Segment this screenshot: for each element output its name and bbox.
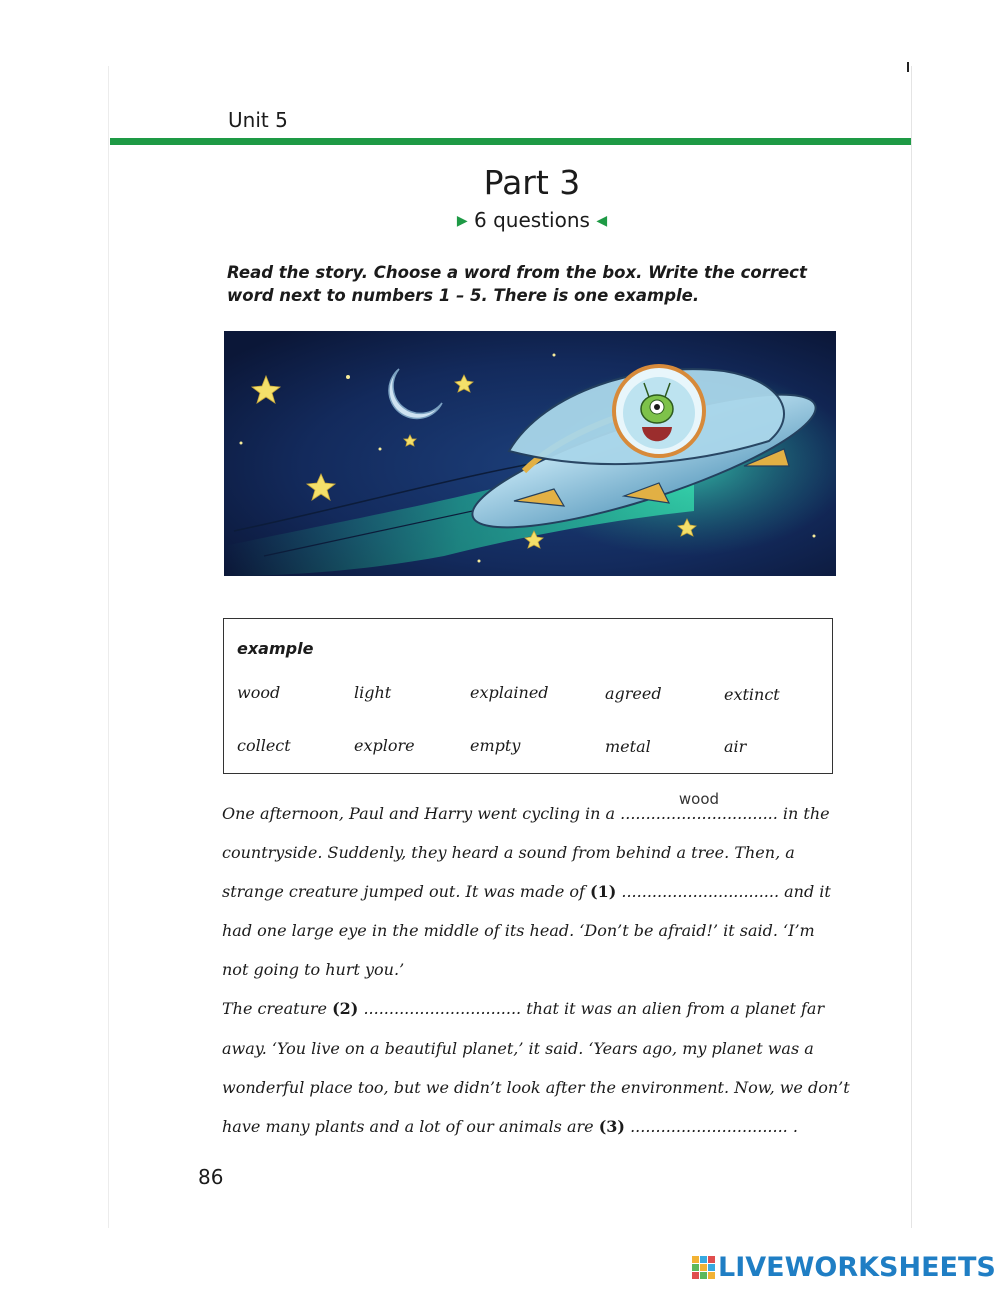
- question-number-1: (1): [590, 882, 617, 901]
- word-option: metal: [605, 737, 651, 756]
- brand-name: LIVEWORKSHEETS: [718, 1252, 996, 1283]
- word-option: explore: [354, 736, 415, 755]
- example-answer-blank: [620, 790, 778, 823]
- unit-label: Unit 5: [228, 108, 288, 132]
- question-count-text: 6 questions: [474, 208, 590, 232]
- example-label: example: [237, 639, 314, 658]
- example-answer: wood: [678, 790, 720, 808]
- crop-mark: [907, 62, 909, 72]
- page-number: 86: [198, 1165, 224, 1189]
- word-option: empty: [470, 736, 521, 755]
- word-option: collect: [237, 736, 291, 755]
- story-line: [222, 999, 842, 1018]
- answer-blank-2[interactable]: ............................... that it was an alien from a planet far: [358, 999, 825, 1018]
- word-option: wood: [237, 683, 281, 702]
- answer-blank-1[interactable]: ............................... and it: [616, 882, 831, 901]
- story-text: have many plants and a lot of our animals are: [222, 1117, 599, 1136]
- story-text: One afternoon, Paul and Harry went cycling in a: [222, 804, 621, 823]
- story-text: strange creature jumped out. It was made of: [222, 882, 591, 901]
- story-line: not going to hurt you.’: [222, 960, 405, 979]
- part-title: Part 3: [483, 163, 581, 202]
- word-option: explained: [470, 683, 549, 702]
- story-line: wonderful place too, but we didn’t look after the environment. Now, we don’t: [222, 1078, 850, 1097]
- blank-dots: ...............................: [620, 804, 778, 823]
- question-number-2: (2): [332, 999, 359, 1018]
- story-line: [222, 790, 842, 823]
- story-line: away. ‘You live on a beautiful planet,’ it said. ‘Years ago, my planet was a: [222, 1039, 814, 1058]
- answer-blank-3[interactable]: ............................... .: [625, 1117, 798, 1136]
- word-box: [223, 618, 833, 774]
- liveworksheets-logo[interactable]: [692, 1252, 996, 1283]
- question-count: [0, 208, 1000, 232]
- story-line: had one large eye in the middle of its head. ‘Don’t be afraid!’ it said. ‘I’m: [222, 921, 815, 940]
- instructions: Read the story. Choose a word from the box. Write the correct word next to numbers 1 – 5. There is one example.: [227, 263, 807, 305]
- word-option: agreed: [605, 684, 662, 703]
- story-text: The creature: [222, 999, 333, 1018]
- question-number-3: (3): [598, 1117, 625, 1136]
- spaceship-illustration: [224, 331, 836, 576]
- story-text: in the: [777, 804, 830, 823]
- header-rule: [110, 138, 911, 145]
- story-line: [222, 882, 842, 901]
- word-option: light: [354, 683, 392, 702]
- liveworksheets-grid-icon: [692, 1256, 715, 1279]
- triangle-left-icon: ◀: [596, 213, 608, 229]
- word-option: air: [724, 737, 747, 756]
- story-line: countryside. Suddenly, they heard a sound from behind a tree. Then, a: [222, 843, 795, 862]
- word-option: extinct: [724, 685, 780, 704]
- story-line: [222, 1117, 842, 1136]
- triangle-right-icon: ▶: [456, 213, 468, 229]
